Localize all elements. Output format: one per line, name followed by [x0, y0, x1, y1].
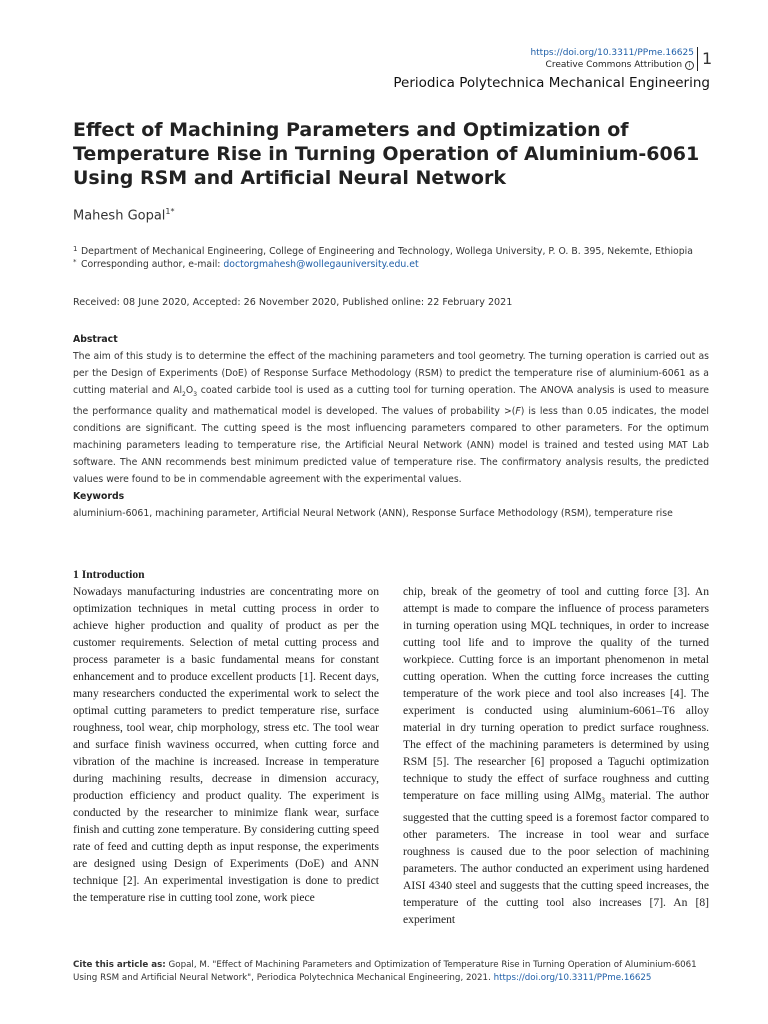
- author-name: Mahesh Gopal: [73, 208, 166, 224]
- text-column-left: [73, 566, 379, 906]
- affiliation-text: Department of Mechanical Engineering, College of Engineering and Technology, Wollega University, P. O. B. 395, Nekemte, Ethiopia: [81, 246, 693, 257]
- citation-label: Cite this article as:: [73, 960, 166, 970]
- affiliations: [73, 245, 703, 271]
- license-text: Creative Commons Attribution: [545, 60, 683, 70]
- corresponding-author: [73, 258, 703, 271]
- journal-name: Periodica Polytechnica Mechanical Engineering: [393, 75, 710, 91]
- page-number: 1: [697, 47, 712, 71]
- citation-doi-link[interactable]: https://doi.org/10.3311/PPme.16625: [493, 973, 652, 983]
- affiliation-1: [73, 245, 703, 258]
- corresponding-mark: *: [73, 258, 77, 266]
- article-title: Effect of Machining Parameters and Optimization of Temperature Rise in Turning Operation of Aluminium-6061 Using RSM and Artificial Neural Network: [73, 119, 700, 189]
- citation-block: [73, 959, 723, 985]
- corresponding-label: Corresponding author, e-mail:: [81, 259, 224, 270]
- doi-license-block: [530, 47, 694, 71]
- affiliation-mark: 1: [73, 245, 78, 253]
- email-link[interactable]: doctorgmahesh@wollegauniversity.edu.et: [223, 259, 419, 270]
- cc-by-icon: i: [685, 61, 694, 70]
- publication-dates: Received: 08 June 2020, Accepted: 26 November 2020, Published online: 22 February 2021: [73, 297, 513, 308]
- abstract-heading: Abstract: [73, 334, 118, 345]
- keywords-text: aluminium-6061, machining parameter, Artificial Neural Network (ANN), Response Surface Methodology (RSM), temperature rise: [73, 507, 673, 519]
- intro-paragraph-left: Nowadays manufacturing industries are concentrating more on optimization techniques in metal cutting process in order to achieve higher production and quality of product as per the customer requirements. Selection of metal cutting process and process parameter is a basic fundamental means for constant enhancement and to produce excellent products [1]. Recent days, many researchers conducted the experimental work to select the optimal cutting parameters to predict temperature rise, surface roughness, tool wear, chip morphology, stress etc. The tool wear and surface finish waviness occurred, when cutting force and vibration of the machine is increased. Increase in temperature during machining results, decrease in dimension accuracy, production efficiency and product quality. The experiment is conducted by the researcher to minimize flank wear, surface finish and cutting zone temperature. By considering cutting speed rate of feed and cutting depth as input response, the experiments are designed using Design of Experiments (DoE) and ANN technique [2]. An experimental investigation is done to predict the temperature rise in cutting tool zone, work piece: [73, 585, 379, 904]
- section-heading: 1 Introduction: [73, 568, 145, 581]
- abstract-text: The aim of this study is to determine the effect of the machining parameters and tool geometry. The turning operation is carried out as per the Design of Experiments (DoE) of Response Surface Methodology (RSM) to predict the temperature rise of aluminium-6061 as a cutting material and $Al_2O_3$ coated carbide tool is used as a cutting tool for turning operation. The ANOVA analysis is used to measure the performance quality and mathematical model is developed. The values of probability >(F) is less than 0.05 indicates, the model conditions are significant. The cutting speed is the most influencing parameters compared to other parameters. For the optimum machining parameters leading to temperature rise, the Artificial Neural Network (ANN) model is trained and tested using MAT Lab software. The ANN recommends best minimum predicted value of temperature rise. The confirmatory analysis results, the predicted values were found to be in commendable agreement with the experimental values.: [73, 351, 709, 485]
- citation-text: Gopal, M. "Effect of Machining Parameters and Optimization of Temperature Rise in Turning Operation of Aluminium-6061 Using RSM and Artificial Neural Network", Periodica Polytechnica Mechanical Engineering, 2021.: [73, 960, 697, 983]
- intro-paragraph-right: chip, break of the geometry of tool and cutting force [3]. An attempt is made to compare the influence of process parameters in turning operation using MQL techniques, in order to increase cutting tool life and to improve the quality of the turned workpiece. Cutting force is an important phenomenon in metal cutting operation. When the cutting force increases the cutting temperature of the work piece and tool also increases [4]. The experiment is conducted using aluminium-6061–T6 alloy material in dry turning operation to predict surface roughness. The effect of the machining parameters is determined by using RSM [5]. The researcher [6] proposed a Taguchi optimization technique to study the effect of surface roughness and cutting temperature on face milling using AlMg$_3$ material. The author suggested that the cutting speed is a foremost factor compared to other parameters. The increase in tool wear and surface roughness is caused due to the poor selection of machining parameters. The author conducted an experiment using hardened AISI 4340 steel and suggests that the cutting speed increases, the temperature of the cutting tool also increases [7]. An [8] experiment: [403, 585, 709, 927]
- text-column-right: [403, 583, 709, 928]
- abstract-section: [73, 331, 709, 522]
- author-marks: 1*: [165, 207, 175, 216]
- author-line: [73, 207, 175, 223]
- keywords-heading: Keywords: [73, 490, 125, 502]
- doi-link[interactable]: https://doi.org/10.3311/PPme.16625: [530, 48, 694, 58]
